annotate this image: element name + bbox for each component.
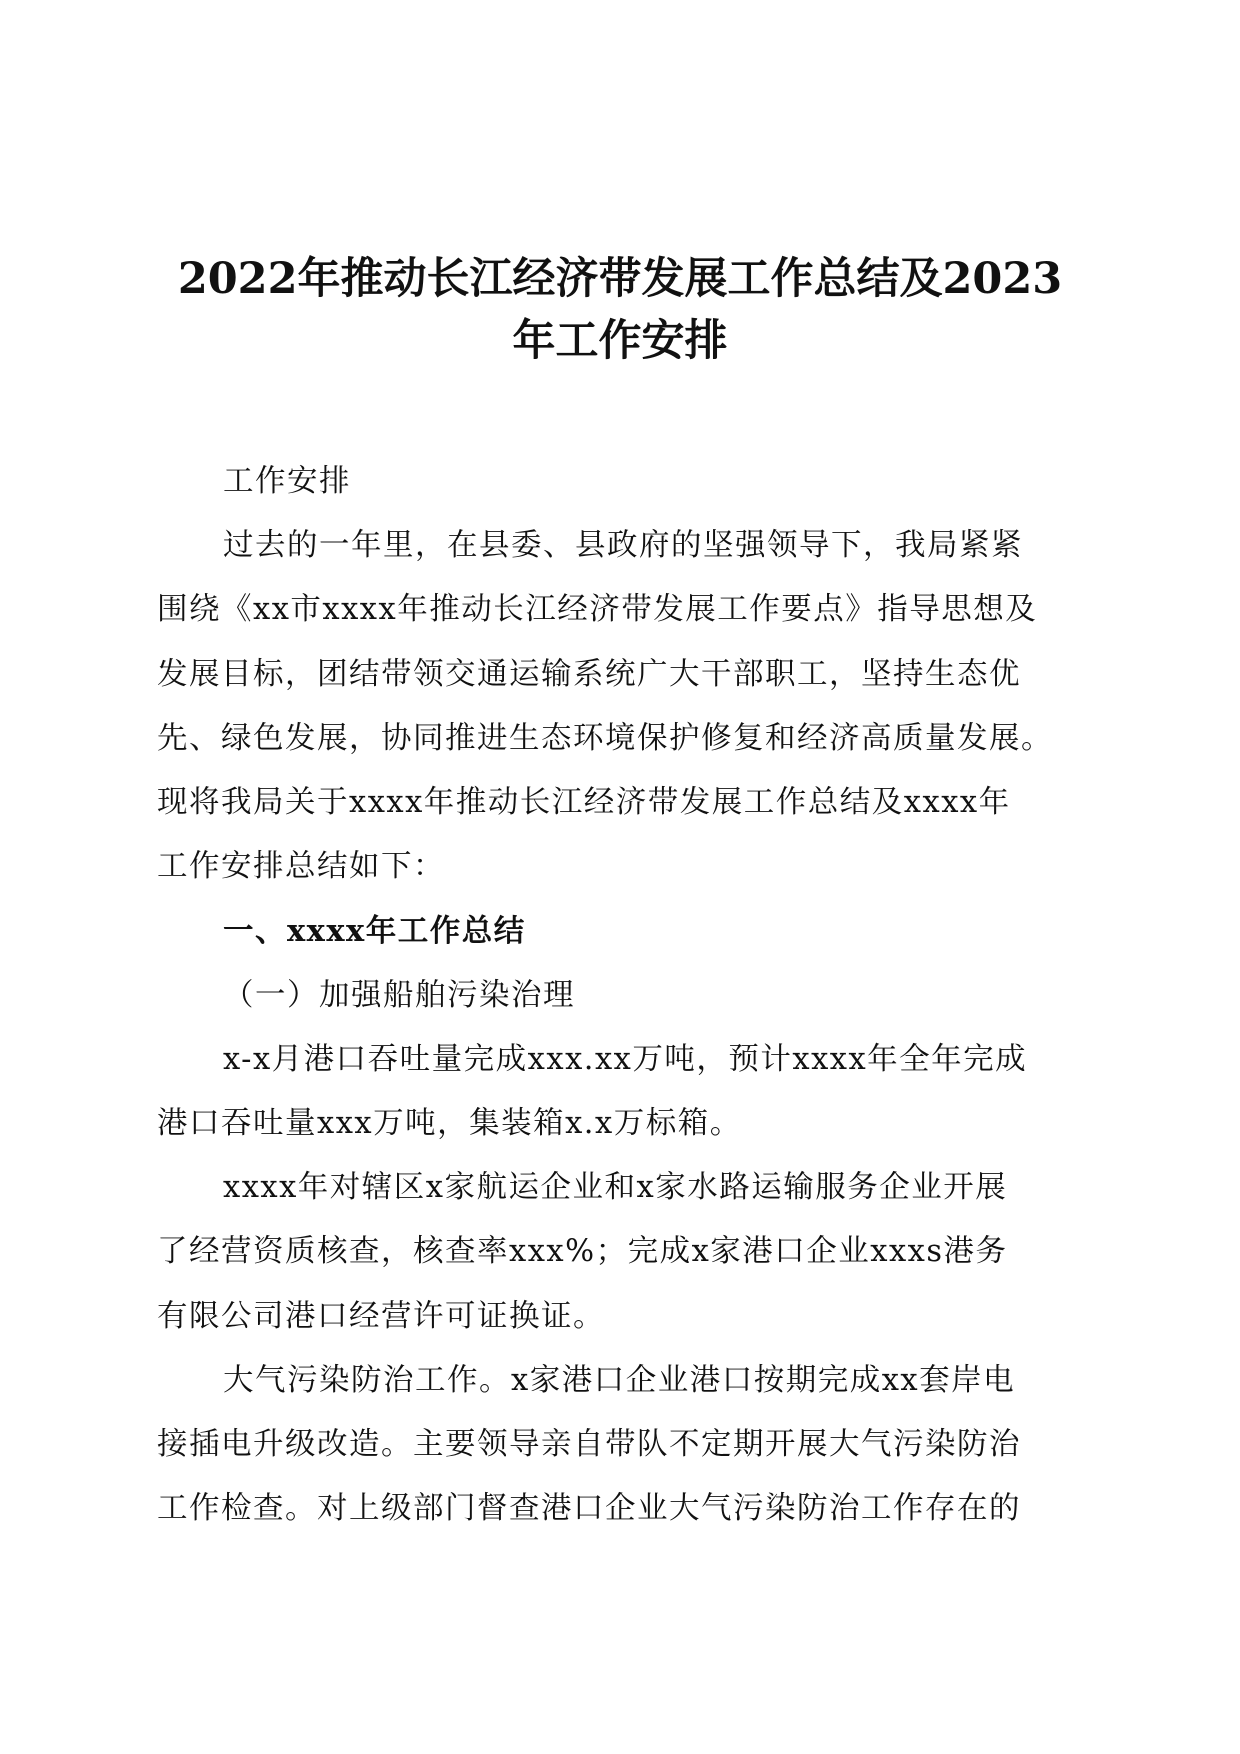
text-line: x-x月港口吞吐量完成xxx.xx万吨，预计xxxx年全年完成 (223, 1041, 1028, 1077)
paragraph-intro (157, 514, 1082, 899)
paragraph-air-pollution (157, 1349, 1082, 1542)
text-line: 一、xxxx年工作总结 (223, 913, 526, 950)
document-title (150, 248, 1090, 372)
text-line: 围绕《xx市xxxx年推动长江经济带发展工作要点》指导思想及 (157, 592, 1038, 628)
text-line: 港口吞吐量xxx万吨，集装箱x.x万标箱。 (157, 1106, 742, 1142)
paragraph-subtitle (157, 450, 1082, 514)
section-heading-1 (157, 899, 1082, 963)
paragraph-qualification (157, 1156, 1082, 1349)
text-line: 先、绿色发展，协同推进生态环境保护修复和经济高质量发展。 (157, 720, 1053, 756)
text-line: （一）加强船舶污染治理 (223, 977, 575, 1013)
text-line: 工作安排总结如下： (157, 849, 445, 885)
text-line: 了经营资质核查，核查率xxx%；完成x家港口企业xxxs港务 (157, 1234, 1008, 1270)
document-body (157, 450, 1082, 1541)
title-line-1: 2022年推动长江经济带发展工作总结及2023 (177, 254, 1063, 304)
text-line: 接插电升级改造。主要领导亲自带队不定期开展大气污染防治 (157, 1427, 1021, 1463)
text-line: 工作检查。对上级部门督查港口企业大气污染防治工作存在的 (157, 1491, 1021, 1527)
paragraph-throughput (157, 1028, 1082, 1156)
text-line: 大气污染防治工作。x家港口企业港口按期完成xx套岸电 (223, 1362, 1016, 1398)
text-line: 过去的一年里，在县委、县政府的坚强领导下，我局紧紧 (223, 528, 1023, 564)
text-line: xxxx年对辖区x家航运企业和x家水路运输服务企业开展 (223, 1170, 1008, 1206)
title-line-2: 年工作安排 (512, 316, 728, 366)
text-line: 有限公司港口经营许可证换证。 (157, 1298, 605, 1334)
text-line: 现将我局关于xxxx年推动长江经济带发展工作总结及xxxx年 (157, 785, 1011, 821)
text-line: 发展目标，团结带领交通运输系统广大干部职工，坚持生态优 (157, 656, 1021, 692)
text-line: 工作安排 (223, 464, 351, 499)
subsection-heading-1 (157, 964, 1082, 1028)
